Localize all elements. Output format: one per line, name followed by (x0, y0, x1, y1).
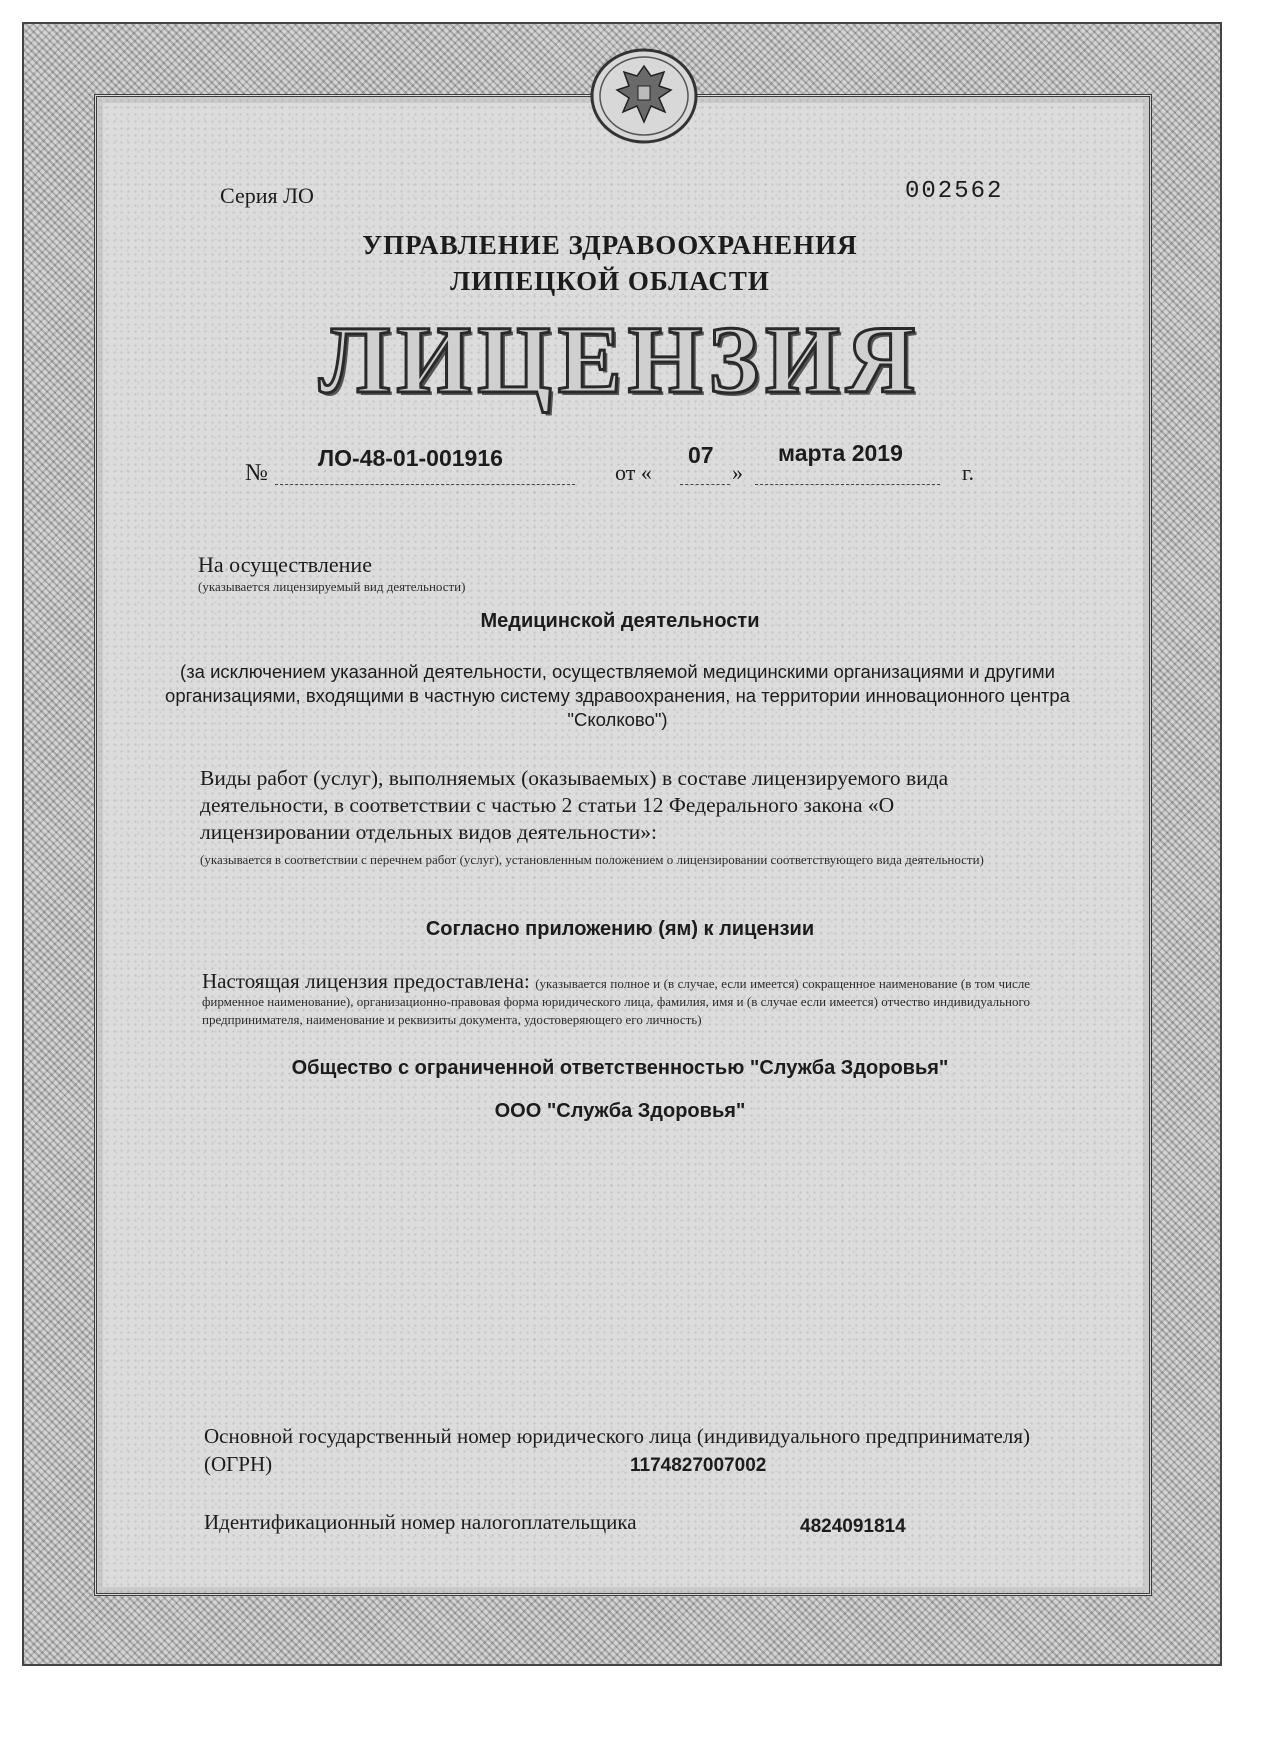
activity-hint: (указывается лицензируемый вид деятельности) (198, 579, 466, 594)
inn-value: 4824091814 (800, 1516, 906, 1537)
number-underline (275, 480, 575, 485)
day-underline (680, 480, 730, 485)
date-close-quote: » (732, 460, 743, 485)
ogrn-value: 1174827007002 (630, 1455, 767, 1476)
issuer-line-2: ЛИПЕЦКОЙ ОБЛАСТИ (450, 266, 770, 296)
works-hint: (указывается в соответствии с перечнем работ (услуг), установленным положением о лицензировании соответствующего вида деятельности) (200, 852, 984, 867)
granted-short-name: ООО "Служба Здоровья" (494, 1100, 746, 1122)
activity-exclusion: (за исключением указанной деятельности, осуществляемой медицинскими организациями и другими организациями, входящими в частную систему здравоохранения, на территории инновационного центра "Сколково") (165, 661, 1070, 730)
issuer-line-1: УПРАВЛЕНИЕ ЗДРАВООХРАНЕНИЯ (362, 230, 858, 260)
works-text: Виды работ (услуг), выполняемых (оказываемых) в составе лицензируемого вида деятельности, в соответствии с частью 2 статьи 12 Федерального закона «О лицензировании отдельных видов деятельности»: (200, 766, 949, 844)
granted-label: Настоящая лицензия предоставлена: (202, 969, 530, 993)
series-number: 002562 (905, 178, 1004, 205)
date-open-quote: от « (615, 460, 652, 485)
series-label: Серия ЛО (220, 183, 314, 208)
activity-name: Медицинской деятельности (480, 610, 760, 632)
month-underline (755, 480, 940, 485)
inn-label: Идентификационный номер налогоплательщика (204, 1510, 637, 1534)
coat-of-arms-icon (589, 46, 699, 146)
granted-hint: (указывается полное и (в случае, если имеется) сокращенное наименование (в том числе фирменное наименование), организационно-правовая форма юридического лица, фамилия, имя и (в случае если имеется) отчество индивидуального предпринимателя, наименование и реквизиты документа, удостоверяющего его личность) (202, 976, 1030, 1027)
number-sign: № (245, 460, 268, 486)
works-value: Согласно приложению (ям) к лицензии (425, 918, 815, 940)
granted-full-name: Общество с ограниченной ответственностью "Служба Здоровья" (291, 1057, 949, 1079)
ogrn-label: Основной государственный номер юридического лица (индивидуального предпринимателя) (ОГРН) (204, 1424, 1030, 1476)
activity-label: На осуществление (198, 552, 372, 577)
year-suffix: г. (962, 460, 975, 485)
license-number: ЛО-48-01-001916 (318, 445, 503, 471)
license-month-year: марта 2019 (778, 440, 903, 466)
granted-block (202, 969, 1030, 1028)
document-title: ЛИЦЕНЗИЯ (318, 306, 922, 413)
license-day: 07 (688, 442, 714, 468)
